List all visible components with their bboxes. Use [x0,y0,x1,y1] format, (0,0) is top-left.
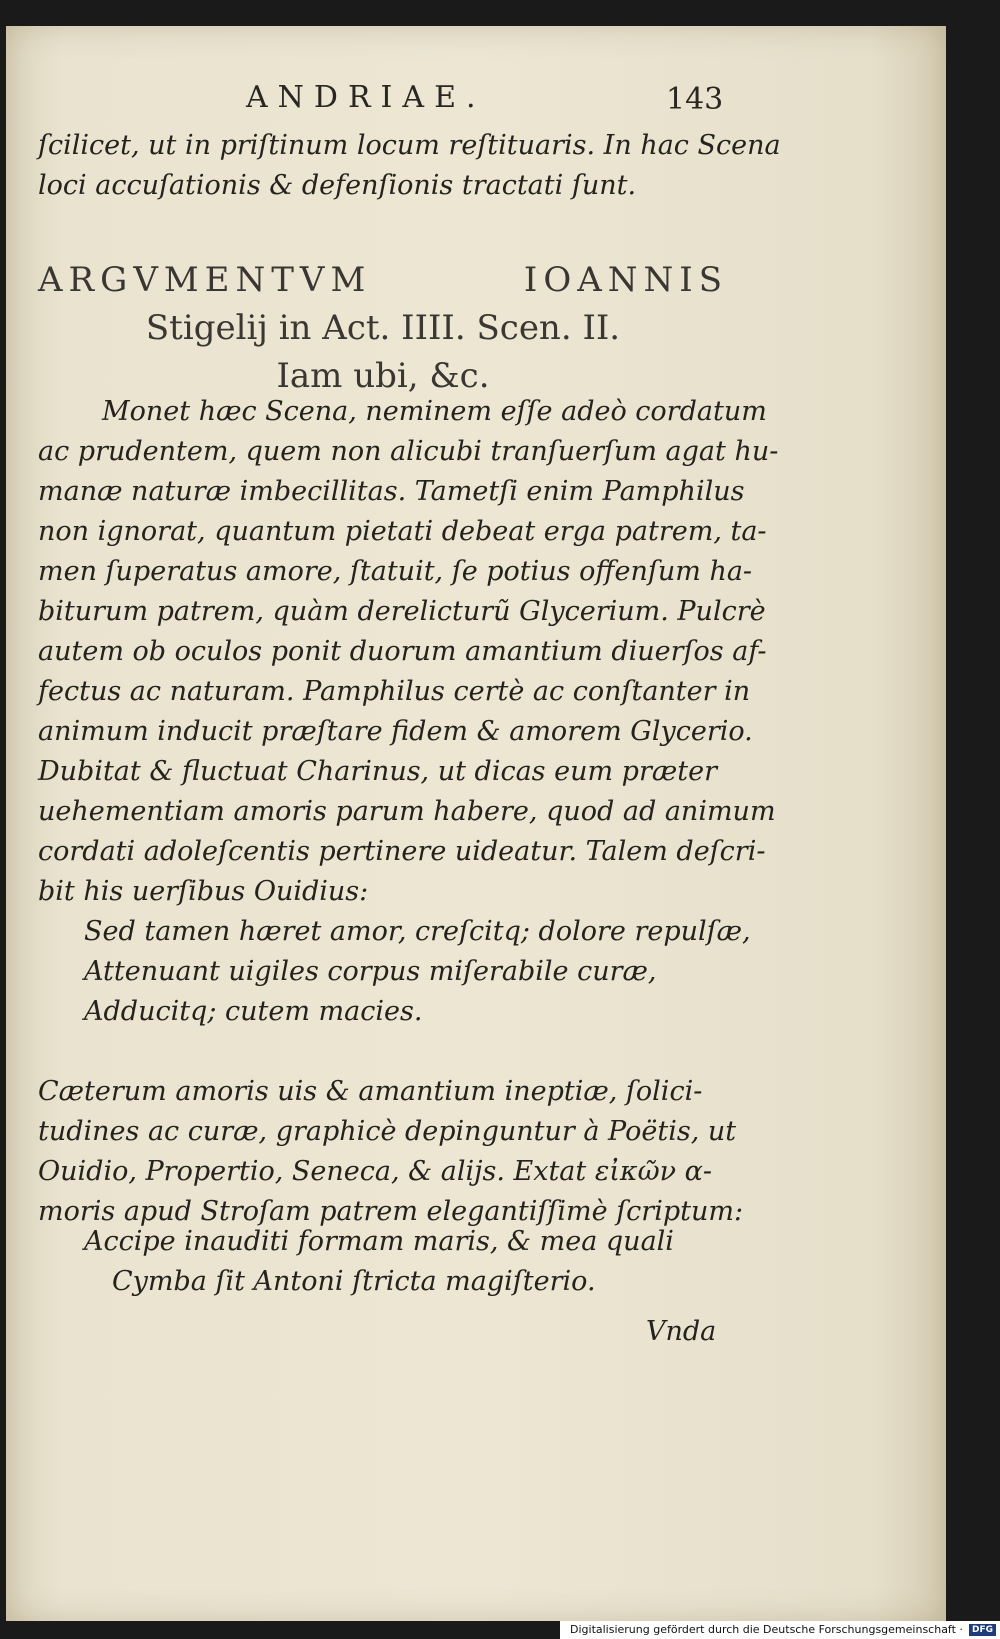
page-number: 143 [666,82,724,117]
text-line: ac prudentem, quem non alicubi tranſuerſum agat hu- [38,436,779,467]
intro-paragraph [38,126,781,206]
text-line: men ſuperatus amore, ſtatuit, ſe potius offenſum ha- [38,556,753,587]
text-line: fectus ac naturam. Pamphilus certè ac conſtanter in [38,676,751,707]
text-line: non ignorat, quantum pietati debeat erga patrem, ta- [38,516,767,547]
text-line: manæ naturæ imbecillitas. Tametſi enim Pamphilus [38,476,745,507]
heading-line-3: Iam ubi, &c. [276,356,490,396]
text-line: bit his uerſibus Ouidius: [38,876,369,907]
dfg-logo-icon: DFG [969,1624,996,1636]
text-line: Monet hæc Scena, neminem eſſe adeò cordatum [102,396,767,427]
text-line: animum inducit præſtare fidem & amorem Glycerio. [38,716,753,747]
verse-line: Adducitq; cutem macies. [84,996,423,1027]
verse-line: Accipe inauditi formam maris, & mea quali [84,1226,674,1257]
book-page [6,26,946,1621]
text-line: Ouidio, Propertio, Seneca, & alijs. Extat εἰκῶν α- [38,1156,712,1187]
heading-line-1: ARGVMENTVM IOANNIS [38,260,728,300]
catchword: Vnda [646,1316,717,1347]
verse-line: Sed tamen hæret amor, creſcitq; dolore repulſæ, [84,916,751,947]
verse-line: Attenuant uigiles corpus miſerabile curæ, [84,956,657,987]
text-line: Dubitat & fluctuat Charinus, ut dicas eum præter [38,756,717,787]
text-line: tudines ac curæ, graphicè depinguntur à Poëtis, ut [38,1116,737,1147]
text-line: Cæterum amoris uis & amantium ineptiæ, ſolici- [38,1076,703,1107]
text-line: ſcilicet, ut in priſtinum locum reſtituaris. In hac Scena [38,130,781,161]
text-line: loci accuſationis & defenſionis tractati ſunt. [38,170,637,201]
body-paragraph [38,392,779,912]
running-head: ANDRIAE. [246,80,486,115]
second-paragraph [38,1072,744,1232]
verse-line: Cymba ſit Antoni ſtricta magiſterio. [112,1266,596,1297]
text-line: cordati adoleſcentis pertinere uideatur. Talem deſcri- [38,836,766,867]
digitization-footer [560,1621,1000,1639]
heading-line-2: Stigelij in Act. IIII. Scen. II. [145,308,621,348]
text-line: uehementiam amoris parum habere, quod ad animum [38,796,776,827]
text-line: moris apud Stroſam patrem elegantiſſimè ſcriptum: [38,1196,744,1227]
verse-quotation-ovid [84,912,751,1032]
text-line: biturum patrem, quàm derelicturũ Glycerium. Pulcrè [38,596,766,627]
verse-quotation-strozzi [84,1222,724,1302]
section-heading [38,256,728,400]
footer-credit-text: Digitalisierung gefördert durch die Deutsche Forschungsgemeinschaft · [570,1623,963,1636]
text-line: autem ob oculos ponit duorum amantium diuerſos af- [38,636,767,667]
